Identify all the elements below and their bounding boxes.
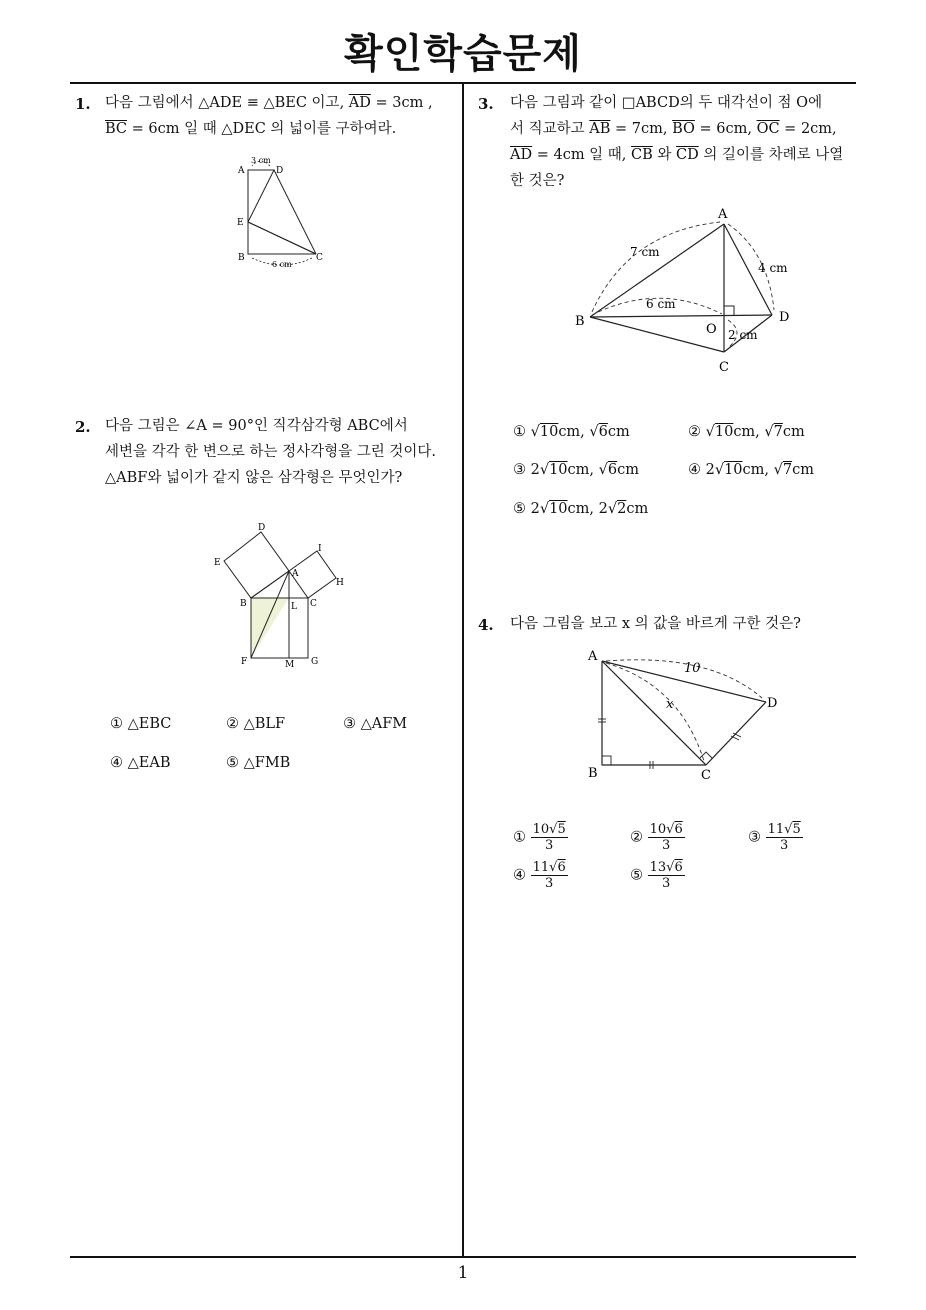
option-mark: ⑤	[630, 867, 648, 884]
numerator	[531, 860, 568, 876]
coefficient: 13√	[649, 860, 675, 875]
q2-label-c: C	[310, 599, 317, 609]
q2-label-g: G	[311, 657, 319, 667]
sqrt-sign: 2√	[530, 501, 550, 517]
fraction	[531, 822, 568, 853]
q2-figure	[210, 518, 360, 673]
q3-seg-oc: $\overline{OC}$	[756, 121, 780, 137]
coefficient: 11√	[767, 822, 793, 837]
q1-number: 1.	[75, 95, 91, 113]
q3-bo-val: = 6cm,	[694, 121, 757, 137]
radicand: 10	[724, 462, 743, 478]
q2-label-i: I	[318, 544, 322, 554]
fraction	[531, 860, 568, 891]
q4-line1: 다음 그림을 보고 x 의 값을 바르게 구한 것은?	[510, 616, 801, 632]
sqrt-sign: √	[773, 462, 783, 478]
q2-number: 2.	[75, 418, 91, 436]
q4-label-b: B	[588, 766, 598, 781]
page-number: 1	[457, 1263, 469, 1283]
sqrt-sign: √	[705, 424, 715, 440]
column-divider	[462, 83, 464, 1258]
radicand: 5	[557, 822, 566, 837]
radicand: 10	[539, 424, 559, 440]
q4-option-3[interactable]	[748, 822, 803, 853]
q1-line2-post: = 6cm 일 때 △DEC 의 넓이를 구하여라.	[127, 121, 397, 137]
q3-label-6cm: 6 cm	[646, 297, 676, 311]
q2-option-4[interactable]: ④ △EAB	[110, 755, 171, 771]
sqrt-sign: √	[598, 462, 608, 478]
option-mark: ③	[748, 829, 766, 846]
option-unit: cm	[792, 462, 814, 478]
q3-line3-post: = 4cm 일 때,	[532, 147, 632, 163]
q3-label-o: O	[706, 322, 717, 337]
q2-label-e: E	[214, 558, 221, 568]
q2-option-2[interactable]: ② △BLF	[226, 716, 286, 732]
radicand: 10	[549, 462, 568, 478]
option-mark: ③	[513, 462, 531, 478]
option-unit: cm	[626, 501, 649, 517]
option-mark: ②	[630, 829, 648, 846]
q2-label-h: H	[336, 578, 344, 588]
radicand: 5	[792, 822, 801, 837]
q2-text	[105, 413, 455, 491]
q2-label-b: B	[240, 599, 247, 609]
q2-label-l: L	[291, 602, 297, 612]
q3-line2-pre: 서 직교하고	[510, 121, 590, 137]
q3-oc-val: = 2cm,	[779, 121, 837, 137]
q3-option-1[interactable]	[513, 424, 630, 440]
option-unit: cm	[617, 462, 639, 478]
coefficient: 11√	[532, 860, 558, 875]
option-unit: cm,	[567, 462, 599, 478]
option-mark: ①	[513, 829, 531, 846]
option-unit: cm,	[567, 501, 599, 517]
q2-line2: 세변을 각각 한 변으로 하는 정사각형을 그린 것이다.	[105, 444, 437, 460]
q2-label-a: A	[292, 569, 299, 579]
q4-label-a: A	[588, 649, 598, 664]
q3-option-5[interactable]	[513, 501, 648, 517]
q3-seg-ad: $\overline{AD}$	[510, 147, 533, 163]
q3-option-2[interactable]	[688, 424, 805, 440]
denominator: 3	[780, 838, 789, 853]
q4-label-c: C	[701, 768, 711, 783]
sqrt-sign: √	[589, 424, 599, 440]
q2-option-3[interactable]: ③ △AFM	[343, 716, 408, 732]
fraction	[648, 860, 685, 891]
q3-line1: 다음 그림과 같이 □ABCD의 두 대각선이 점 O에	[510, 95, 823, 111]
q1-label-6cm: 6 cm	[272, 260, 292, 269]
page-title: 확인학습문제	[344, 31, 582, 77]
q1-label-b: B	[238, 253, 245, 263]
radicand: 7	[773, 424, 783, 440]
q3-label-d: D	[779, 310, 790, 325]
q1-figure	[230, 152, 330, 272]
coefficient: 10√	[649, 822, 675, 837]
sqrt-sign: √	[530, 424, 540, 440]
q4-option-2[interactable]	[630, 822, 685, 853]
q4-label-x: x	[666, 697, 674, 712]
q2-label-d: D	[258, 523, 266, 533]
q4-text	[510, 611, 860, 637]
q1-seg-bc: $\overline{BC}$	[105, 121, 128, 137]
sqrt-sign: 2√	[530, 462, 550, 478]
q1-label-a: A	[238, 166, 245, 176]
radicand: 6	[598, 424, 608, 440]
q4-figure	[580, 645, 790, 785]
q4-option-1[interactable]	[513, 822, 568, 853]
option-unit: cm	[782, 424, 805, 440]
radicand: 6	[674, 822, 683, 837]
q3-wa: 와	[652, 147, 677, 163]
fraction	[766, 822, 803, 853]
q3-line3	[510, 142, 860, 168]
q1-seg-ad: $\overline{AD}$	[348, 95, 371, 111]
q3-figure	[568, 202, 808, 382]
q2-label-m: M	[285, 660, 295, 670]
option-mark: ④	[688, 462, 706, 478]
q2-option-5[interactable]: ⑤ △FMB	[226, 755, 291, 771]
denominator: 3	[545, 876, 554, 891]
numerator	[531, 822, 568, 838]
q1-text	[105, 90, 455, 142]
q3-text	[510, 90, 860, 194]
q1-line2	[105, 116, 455, 142]
q4-number: 4.	[478, 616, 494, 634]
radicand: 10	[549, 501, 568, 517]
option-unit: cm,	[558, 424, 590, 440]
q1-label-3cm: 3 cm	[251, 156, 271, 165]
q1-label-e: E	[237, 218, 244, 228]
q2-line3: △ABF와 넓이가 같지 않은 삼각형은 무엇인가?	[105, 470, 403, 486]
option-mark: ②	[688, 424, 706, 440]
bottom-rule	[70, 1256, 856, 1258]
option-mark: ⑤	[513, 501, 531, 517]
q1-line1-pre: 다음 그림에서 △ADE ≡ △BEC 이고,	[105, 95, 349, 111]
q1-line1	[105, 90, 455, 116]
coefficient: 10√	[532, 822, 558, 837]
q3-label-4cm: 4 cm	[758, 261, 788, 275]
radicand: 2	[617, 501, 627, 517]
radicand: 6	[557, 860, 566, 875]
q3-option-3[interactable]	[513, 462, 639, 478]
option-mark: ①	[513, 424, 531, 440]
denominator: 3	[662, 876, 671, 891]
q3-number: 3.	[478, 95, 494, 113]
option-unit: cm,	[733, 424, 765, 440]
q4-label-10: 10	[684, 661, 701, 676]
numerator	[648, 860, 685, 876]
q3-seg-cb: $\overline{CB}$	[631, 147, 653, 163]
option-mark: ④	[513, 867, 531, 884]
q2-label-f: F	[241, 657, 248, 667]
q1-line1-post: = 3cm ,	[370, 95, 433, 111]
q1-label-c: C	[316, 253, 323, 263]
option-unit: cm	[607, 424, 630, 440]
q3-seg-cd: $\overline{CD}$	[676, 147, 699, 163]
radicand: 6	[607, 462, 618, 478]
q3-option-4[interactable]	[688, 462, 814, 478]
q3-ab-val: = 7cm,	[610, 121, 673, 137]
q3-label-2cm: 2 cm	[728, 328, 758, 342]
q2-line1: 다음 그림은 ∠A = 90°인 직각삼각형 ABC에서	[105, 418, 408, 434]
sqrt-sign: 2√	[705, 462, 725, 478]
q3-label-b: B	[575, 314, 585, 329]
q3-line3-end: 의 길이를 차례로 나열	[698, 147, 844, 163]
q3-line2	[510, 116, 860, 142]
q4-option-5[interactable]	[630, 860, 685, 891]
q3-label-c: C	[719, 360, 729, 375]
q3-label-a: A	[718, 207, 728, 222]
q3-seg-ab: $\overline{AB}$	[589, 121, 611, 137]
q4-option-4[interactable]	[513, 860, 568, 891]
fraction	[648, 822, 685, 853]
radicand: 6	[674, 860, 683, 875]
q4-label-d: D	[767, 696, 778, 711]
sqrt-sign: 2√	[598, 501, 618, 517]
radicand: 10	[714, 424, 734, 440]
q1-label-d: D	[276, 166, 284, 176]
sqrt-sign: √	[764, 424, 774, 440]
denominator: 3	[662, 838, 671, 853]
numerator	[648, 822, 685, 838]
option-unit: cm,	[742, 462, 774, 478]
q2-option-1[interactable]: ① △EBC	[110, 716, 172, 732]
denominator: 3	[545, 838, 554, 853]
radicand: 7	[782, 462, 793, 478]
numerator	[766, 822, 803, 838]
q3-seg-bo: $\overline{BO}$	[672, 121, 695, 137]
q3-label-7cm: 7 cm	[630, 245, 660, 259]
q3-line4: 한 것은?	[510, 173, 565, 189]
